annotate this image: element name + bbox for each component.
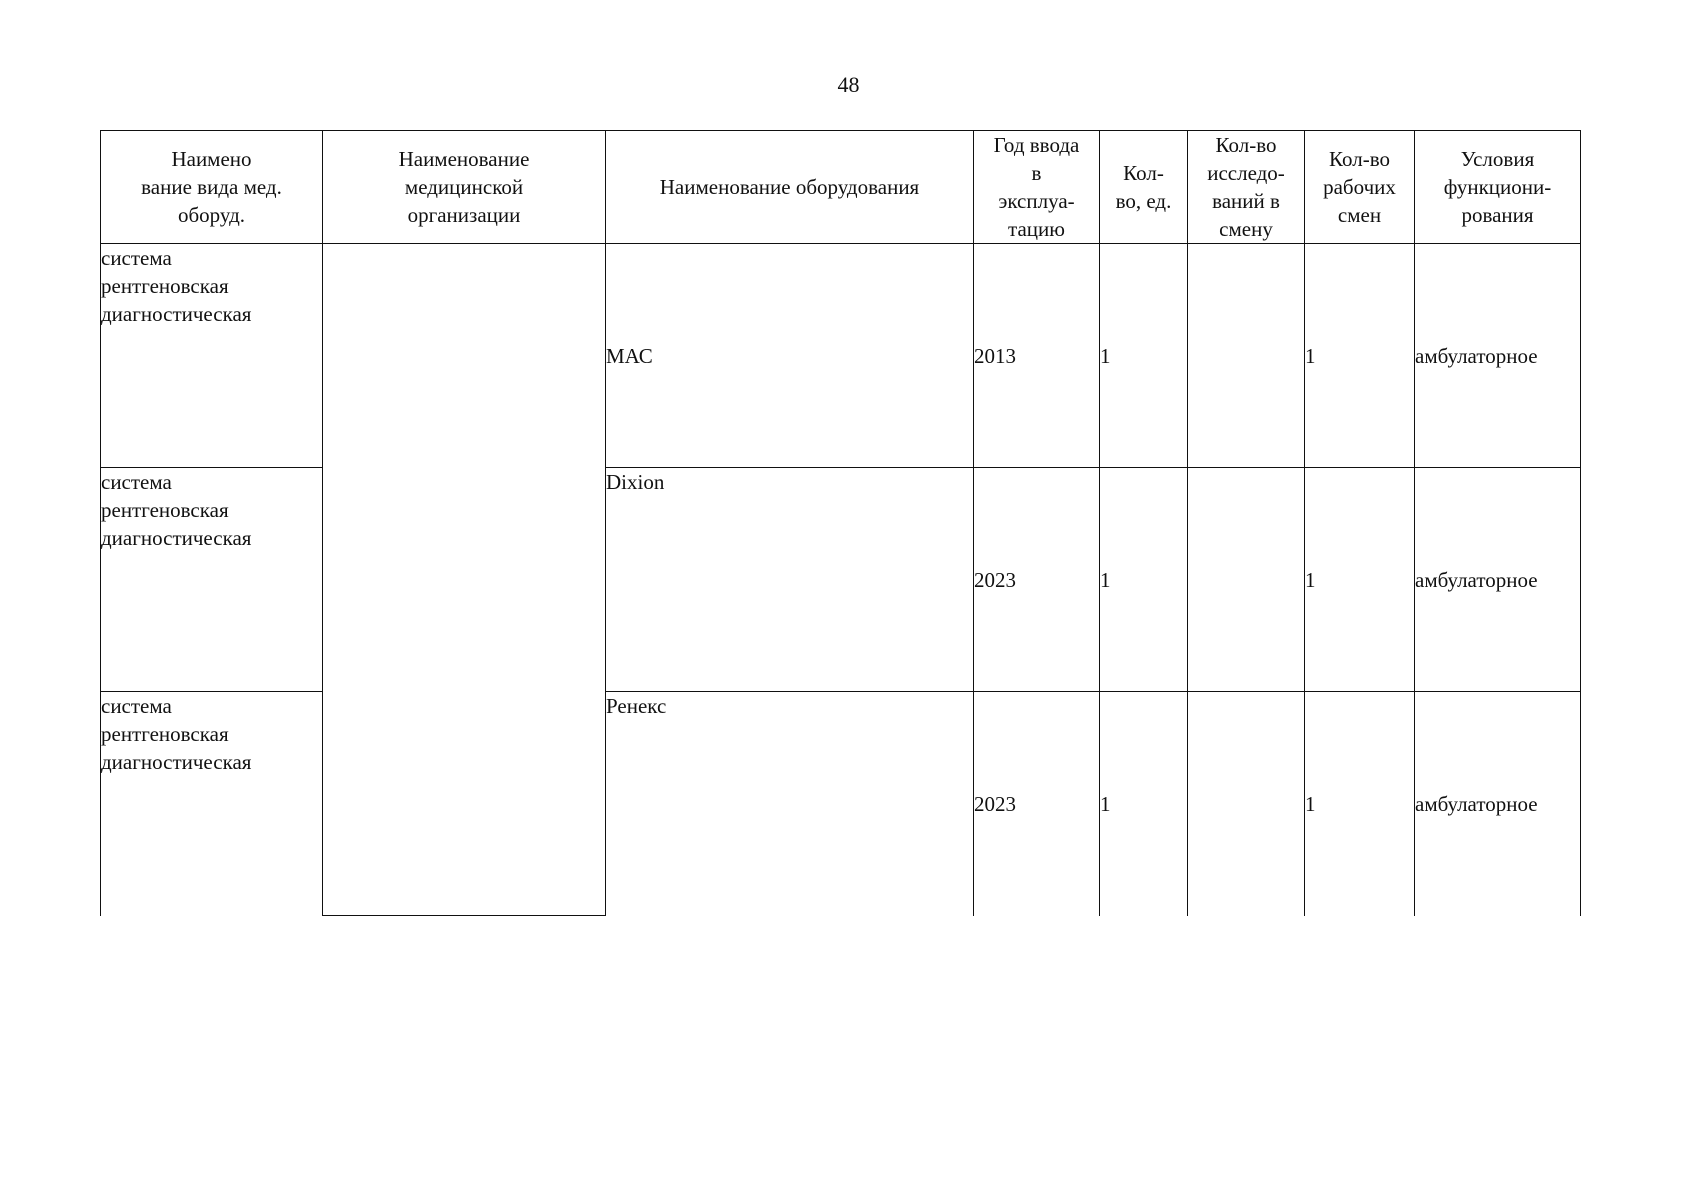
studies-cell [1188, 692, 1305, 916]
equipment-name-cell: Ренекс [606, 692, 974, 916]
page-number: 48 [837, 72, 860, 97]
quantity-cell: 1 [1100, 244, 1188, 468]
conditions-cell: амбулаторное [1415, 692, 1581, 916]
conditions-cell: амбулаторное [1415, 468, 1581, 692]
shifts-cell: 1 [1305, 244, 1415, 468]
header-studies-per-shift: Кол-во исследо- ваний в смену [1188, 131, 1305, 244]
organization-cell [323, 244, 606, 916]
header-year: Год ввода в эксплуа- тацию [974, 131, 1100, 244]
table-row [101, 244, 1581, 468]
header-conditions: Условия функциони- рования [1415, 131, 1581, 244]
year-cell: 2013 [974, 244, 1100, 468]
header-shifts: Кол-во рабочих смен [1305, 131, 1415, 244]
studies-cell [1188, 244, 1305, 468]
header-equipment-name: Наименование оборудования [606, 131, 974, 244]
header-quantity: Кол- во, ед. [1100, 131, 1188, 244]
equipment-name-cell: МАС [606, 244, 974, 468]
header-row [101, 131, 1581, 244]
quantity-cell: 1 [1100, 468, 1188, 692]
equipment-name-cell: Dixion [606, 468, 974, 692]
header-equipment-type: Наимено вание вида мед. оборуд. [101, 131, 323, 244]
equipment-table [100, 130, 1581, 916]
header-organization: Наименование медицинской организации [323, 131, 606, 244]
year-cell: 2023 [974, 468, 1100, 692]
studies-cell [1188, 468, 1305, 692]
shifts-cell: 1 [1305, 692, 1415, 916]
shifts-cell: 1 [1305, 468, 1415, 692]
quantity-cell: 1 [1100, 692, 1188, 916]
equipment-type-cell: система рентгеновская диагностическая [101, 244, 323, 468]
conditions-cell: амбулаторное [1415, 244, 1581, 468]
year-cell: 2023 [974, 692, 1100, 916]
equipment-type-cell: система рентгеновская диагностическая [101, 468, 323, 692]
equipment-type-cell: система рентгеновская диагностическая [101, 692, 323, 916]
